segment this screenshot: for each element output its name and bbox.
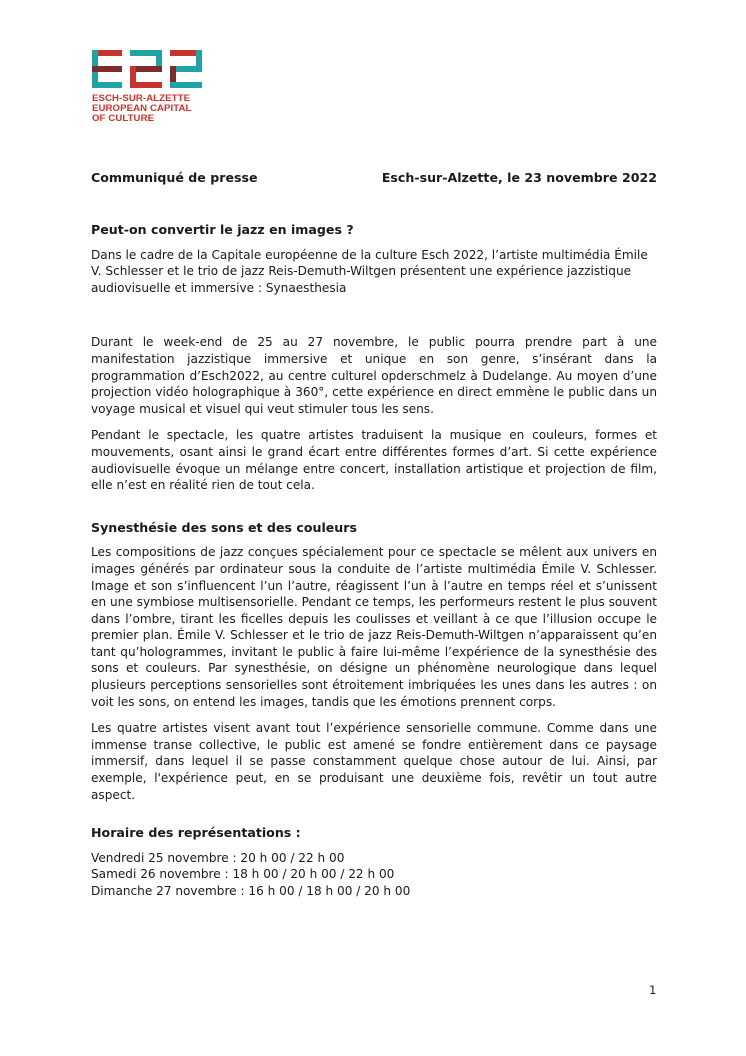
logo-line: EUROPEAN CAPITAL [92, 103, 192, 114]
schedule-item: Dimanche 27 novembre : 16 h 00 / 18 h 00 / 20 h 00 [91, 884, 411, 898]
schedule-list [91, 850, 657, 900]
press-header [91, 170, 657, 185]
paragraph: Les compositions de jazz conçues spécialement pour ce spectacle se mêlent aux univers en images générés par ordinateur sous la conduite de l’artiste multimédia Émile V. Schlesser. Image et son s’influencent l’un l’autre, réagissent l’un à l’autre en temps réel et s’unissent en une symbiose multisensorielle. Pendant ce temps, les performeurs restent le plus souvent dans l’ombre, tirant les ficelles depuis les coulisses et veillant à ce que l’illusion occupe le premier plan. Émile V. Schlesser et le trio de jazz Reis-Demuth-Wiltgen n’apparaissent qu’en tant qu’hologrammes, invitant le public à faire lui-même l’expérience de la synesthésie des sons et couleurs. Par synesthésie, on désigne un phénomène neurologique dans lequel plusieurs perceptions sensorielles sont étroitement imbriquées les unes dans les autres : on voit les sons, on entend les images, tandis que les émotions prennent corps. [91, 545, 657, 709]
schedule-item: Vendredi 25 novembre : 20 h 00 / 22 h 00 [91, 850, 345, 865]
paragraph: Pendant le spectacle, les quatre artistes traduisent la musique en couleurs, formes et mouvements, osant ainsi le grand écart entre différentes formes d’art. Si cette expérience audiovisuelle évoque un mélange entre concert, installation artistique et projection de film, elle n’est en réalité rien de tout cela. [91, 428, 657, 493]
section-title: Synesthésie des sons et des couleurs [91, 519, 357, 535]
intro-paragraph: Dans le cadre de la Capitale européenne de la culture Esch 2022, l’artiste multimédia Émile V. Schlesser et le trio de jazz Reis-Demuth-Wiltgen présentent une expérience jazzistique audiovisuelle et immersive : Synaesthesia [91, 247, 648, 295]
esch2022-logo [92, 50, 206, 124]
section-title: Peut-on convertir le jazz en images ? [91, 222, 354, 237]
place-date: Esch-sur-Alzette, le 23 novembre 2022 [381, 170, 657, 185]
press-release-label: Communiqué de presse [91, 170, 258, 185]
logo-line: OF CULTURE [92, 113, 155, 124]
schedule-item: Samedi 26 novembre : 18 h 00 / 20 h 00 / 22 h 00 [91, 867, 395, 882]
schedule-title: Horaire des représentations : [91, 825, 301, 841]
document-body [91, 222, 657, 900]
paragraph: Les quatre artistes visent avant tout l’expérience sensorielle commune. Comme dans une immense transe collective, le public est amené se fondre entièrement dans ce paysage immersif, dans lequel il se passe constamment quelque chose autour de lui. Ainsi, par exemple, l'expérience peut, en se produisant une deuxième fois, revêtir un tout autre aspect. [91, 721, 657, 802]
e22-logo-mark [92, 50, 204, 90]
logo-line: ESCH-SUR-ALZETTE [92, 93, 191, 104]
logo-wordmark [92, 94, 206, 124]
page-number: 1 [649, 983, 657, 997]
paragraph: Durant le week-end de 25 au 27 novembre, le public pourra prendre part à une manifestation jazzistique immersive et unique en son genre, s’insérant dans la programmation d’Esch2022, au centre culturel opderschmelz à Dudelange. Au moyen d’une projection vidéo holographique à 360°, cette expérience en direct emmène le public dans un voyage musical et visuel qui veut stimuler tous les sens. [91, 335, 657, 416]
